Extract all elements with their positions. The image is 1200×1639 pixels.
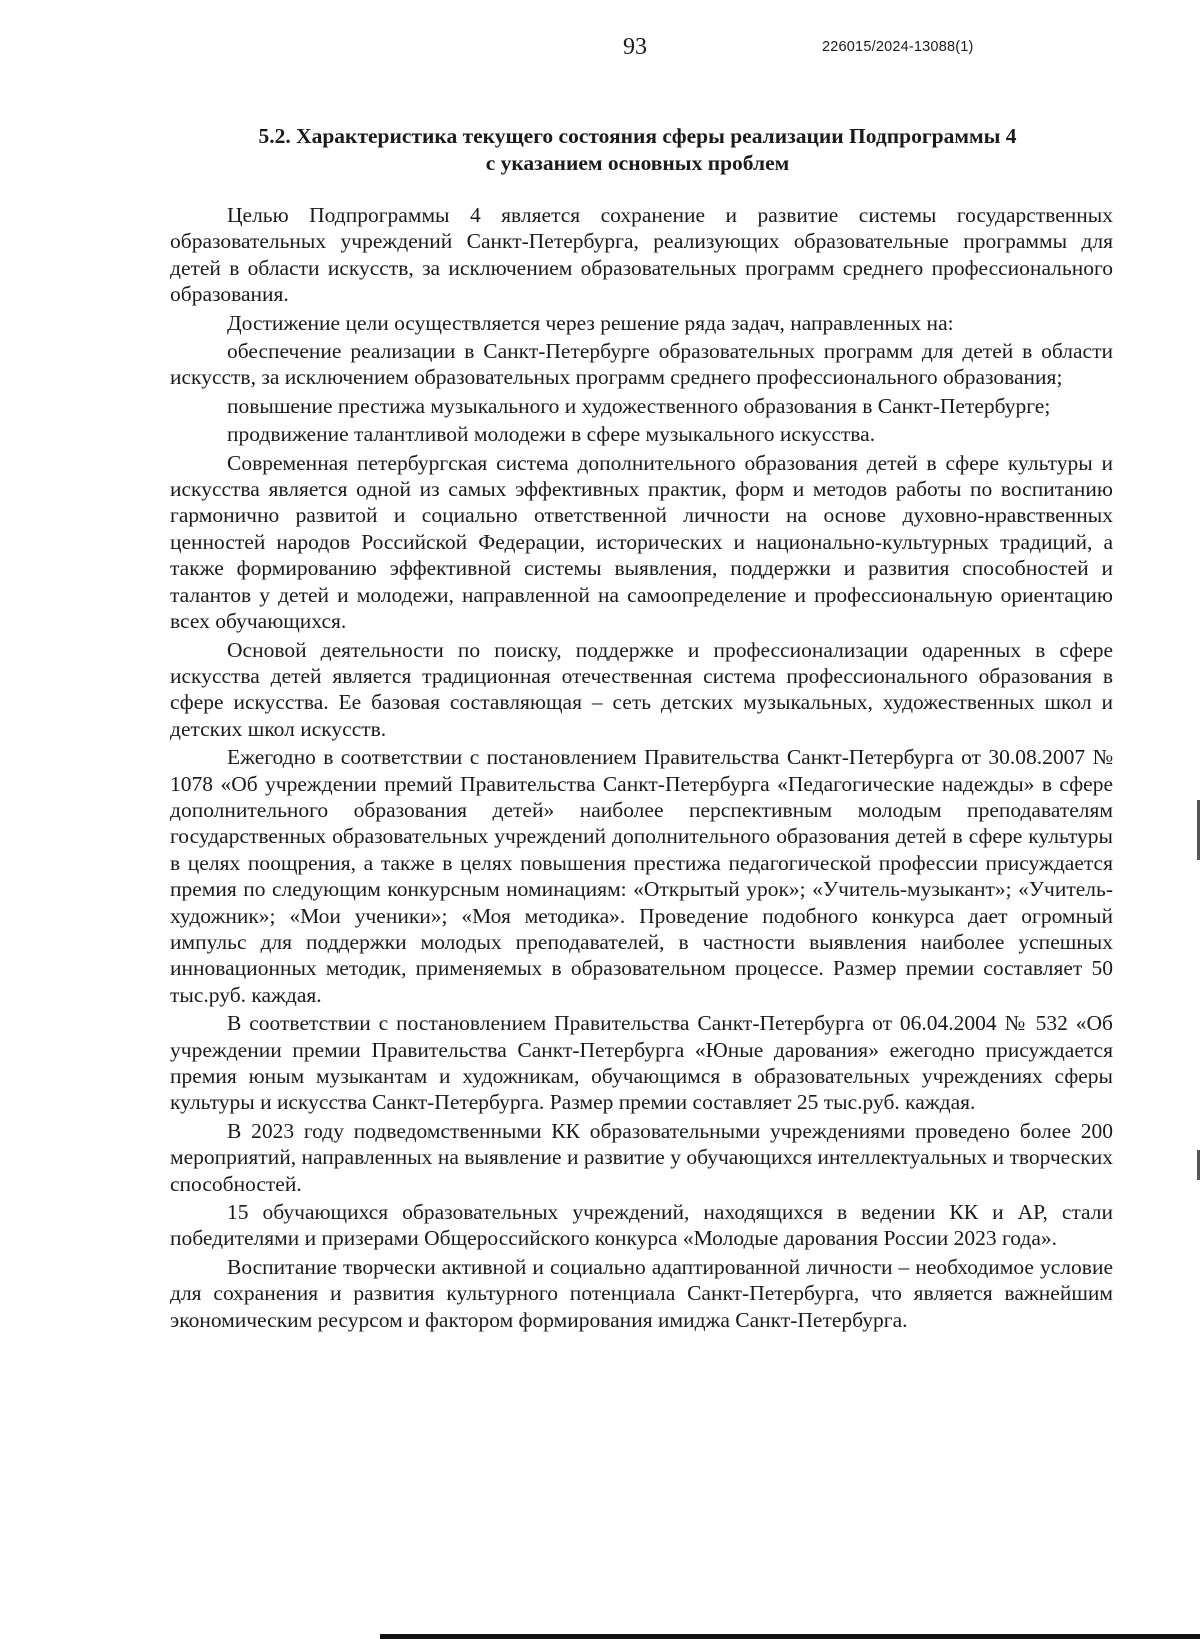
document-id: 226015/2024-13088(1): [822, 39, 974, 55]
paragraph-award-pedagogical: Ежегодно в соответствии с постановлением Правительства Санкт-Петербурга от 30.08.2007 № 1078 «Об учреждении премий Правительства Санкт-Петербурга «Педагогические надежды» в сфере дополнительного образования детей» наиболее перспективным молодым преподавателям государственных образовательных учреждений дополнительного образования детей в сфере культуры в целях поощрения, а также в целях повышения престижа педагогической профессии присуждается премия по следующим конкурсным номинациям: «Открытый урок»; «Учитель-музыкант»; «Учитель-художник»; «Мои ученики»; «Моя методика». Проведение подобного конкурса дает огромный импульс для поддержки молодых преподавателей, в частности выявления наиболее успешных инновационных методик, применяемых в образовательном процессе. Размер премии составляет 50 тыс.руб. каждая.: [170, 745, 1113, 1007]
paragraph-winners: 15 обучающихся образовательных учреждений, находящихся в ведении КК и АР, стали победителями и призерами Общероссийского конкурса «Молодые дарования России 2023 года».: [170, 1200, 1113, 1251]
paragraph-award-young-talents: В соответствии с постановлением Правительства Санкт-Петербурга от 06.04.2004 № 532 «Об учреждении премии Правительства Санкт-Петербурга «Юные дарования» ежегодно присуждается премия юным музыкантам и художникам, обучающимся в образовательных учреждениях сферы культуры и искусства Санкт-Петербурга. Размер премии составляет 25 тыс.руб. каждая.: [170, 1011, 1113, 1115]
section-heading-line-1: 5.2. Характеристика текущего состояния сферы реализации Подпрограммы 4: [258, 124, 1017, 148]
paragraph-system: Современная петербургская система дополнительного образования детей в сфере культуры и искусства является одной из самых эффективных практик, форм и методов работы по воспитанию гармонично развитой и социально ответственной личности на основе духовно-нравственных ценностей народов Российской Федерации, исторических и национально-культурных традиций, а также формированию эффективной системы выявления, поддержки и развития способностей и талантов у детей и молодежи, направленной на самоопределение и профессиональную ориентацию всех обучающихся.: [170, 450, 1113, 634]
paragraph-task-2: повышение престижа музыкального и художественного образования в Санкт-Петербурге;: [227, 393, 1051, 418]
section-heading: [170, 123, 1105, 177]
paragraph-conclusion: Воспитание творчески активной и социально адаптированной личности – необходимое условие для сохранения и развития культурного потенциала Санкт-Петербурга, что является важнейшим экономическим ресурсом и фактором формирования имиджа Санкт-Петербурга.: [170, 1254, 1113, 1332]
section-heading-line-2: с указанием основных проблем: [485, 151, 790, 175]
paragraph-tasks-intro: Достижение цели осуществляется через решение ряда задач, направленных на:: [227, 310, 954, 335]
paragraph-events-2023: В 2023 году подведомственными КК образовательными учреждениями проведено более 200 мероприятий, направленных на выявление и развитие у обучающихся интеллектуальных и творческих способностей.: [170, 1118, 1113, 1196]
document-body: [170, 202, 1113, 1333]
paragraph-basis: Основой деятельности по поиску, поддержке и профессионализации одаренных в сфере искусства детей является традиционная отечественная система профессионального образования в сфере искусства. Ее базовая составляющая – сеть детских музыкальных, художественных школ и детских школ искусств.: [170, 637, 1113, 741]
paragraph-goal: Целью Подпрограммы 4 является сохранение и развитие системы государственных образовательных учреждений Санкт-Петербурга, реализующих образовательные программы для детей в области искусств, за исключением образовательных программ среднего профессионального образования.: [170, 203, 1113, 307]
page-number: 93: [623, 34, 647, 60]
paragraph-task-3: продвижение талантливой молодежи в сфере музыкального искусства.: [227, 422, 876, 447]
paragraph-task-1: обеспечение реализации в Санкт-Петербурге образовательных программ для детей в области искусств, за исключением образовательных программ среднего профессионального образования;: [170, 339, 1113, 390]
scan-bottom-edge: [380, 1634, 1200, 1639]
